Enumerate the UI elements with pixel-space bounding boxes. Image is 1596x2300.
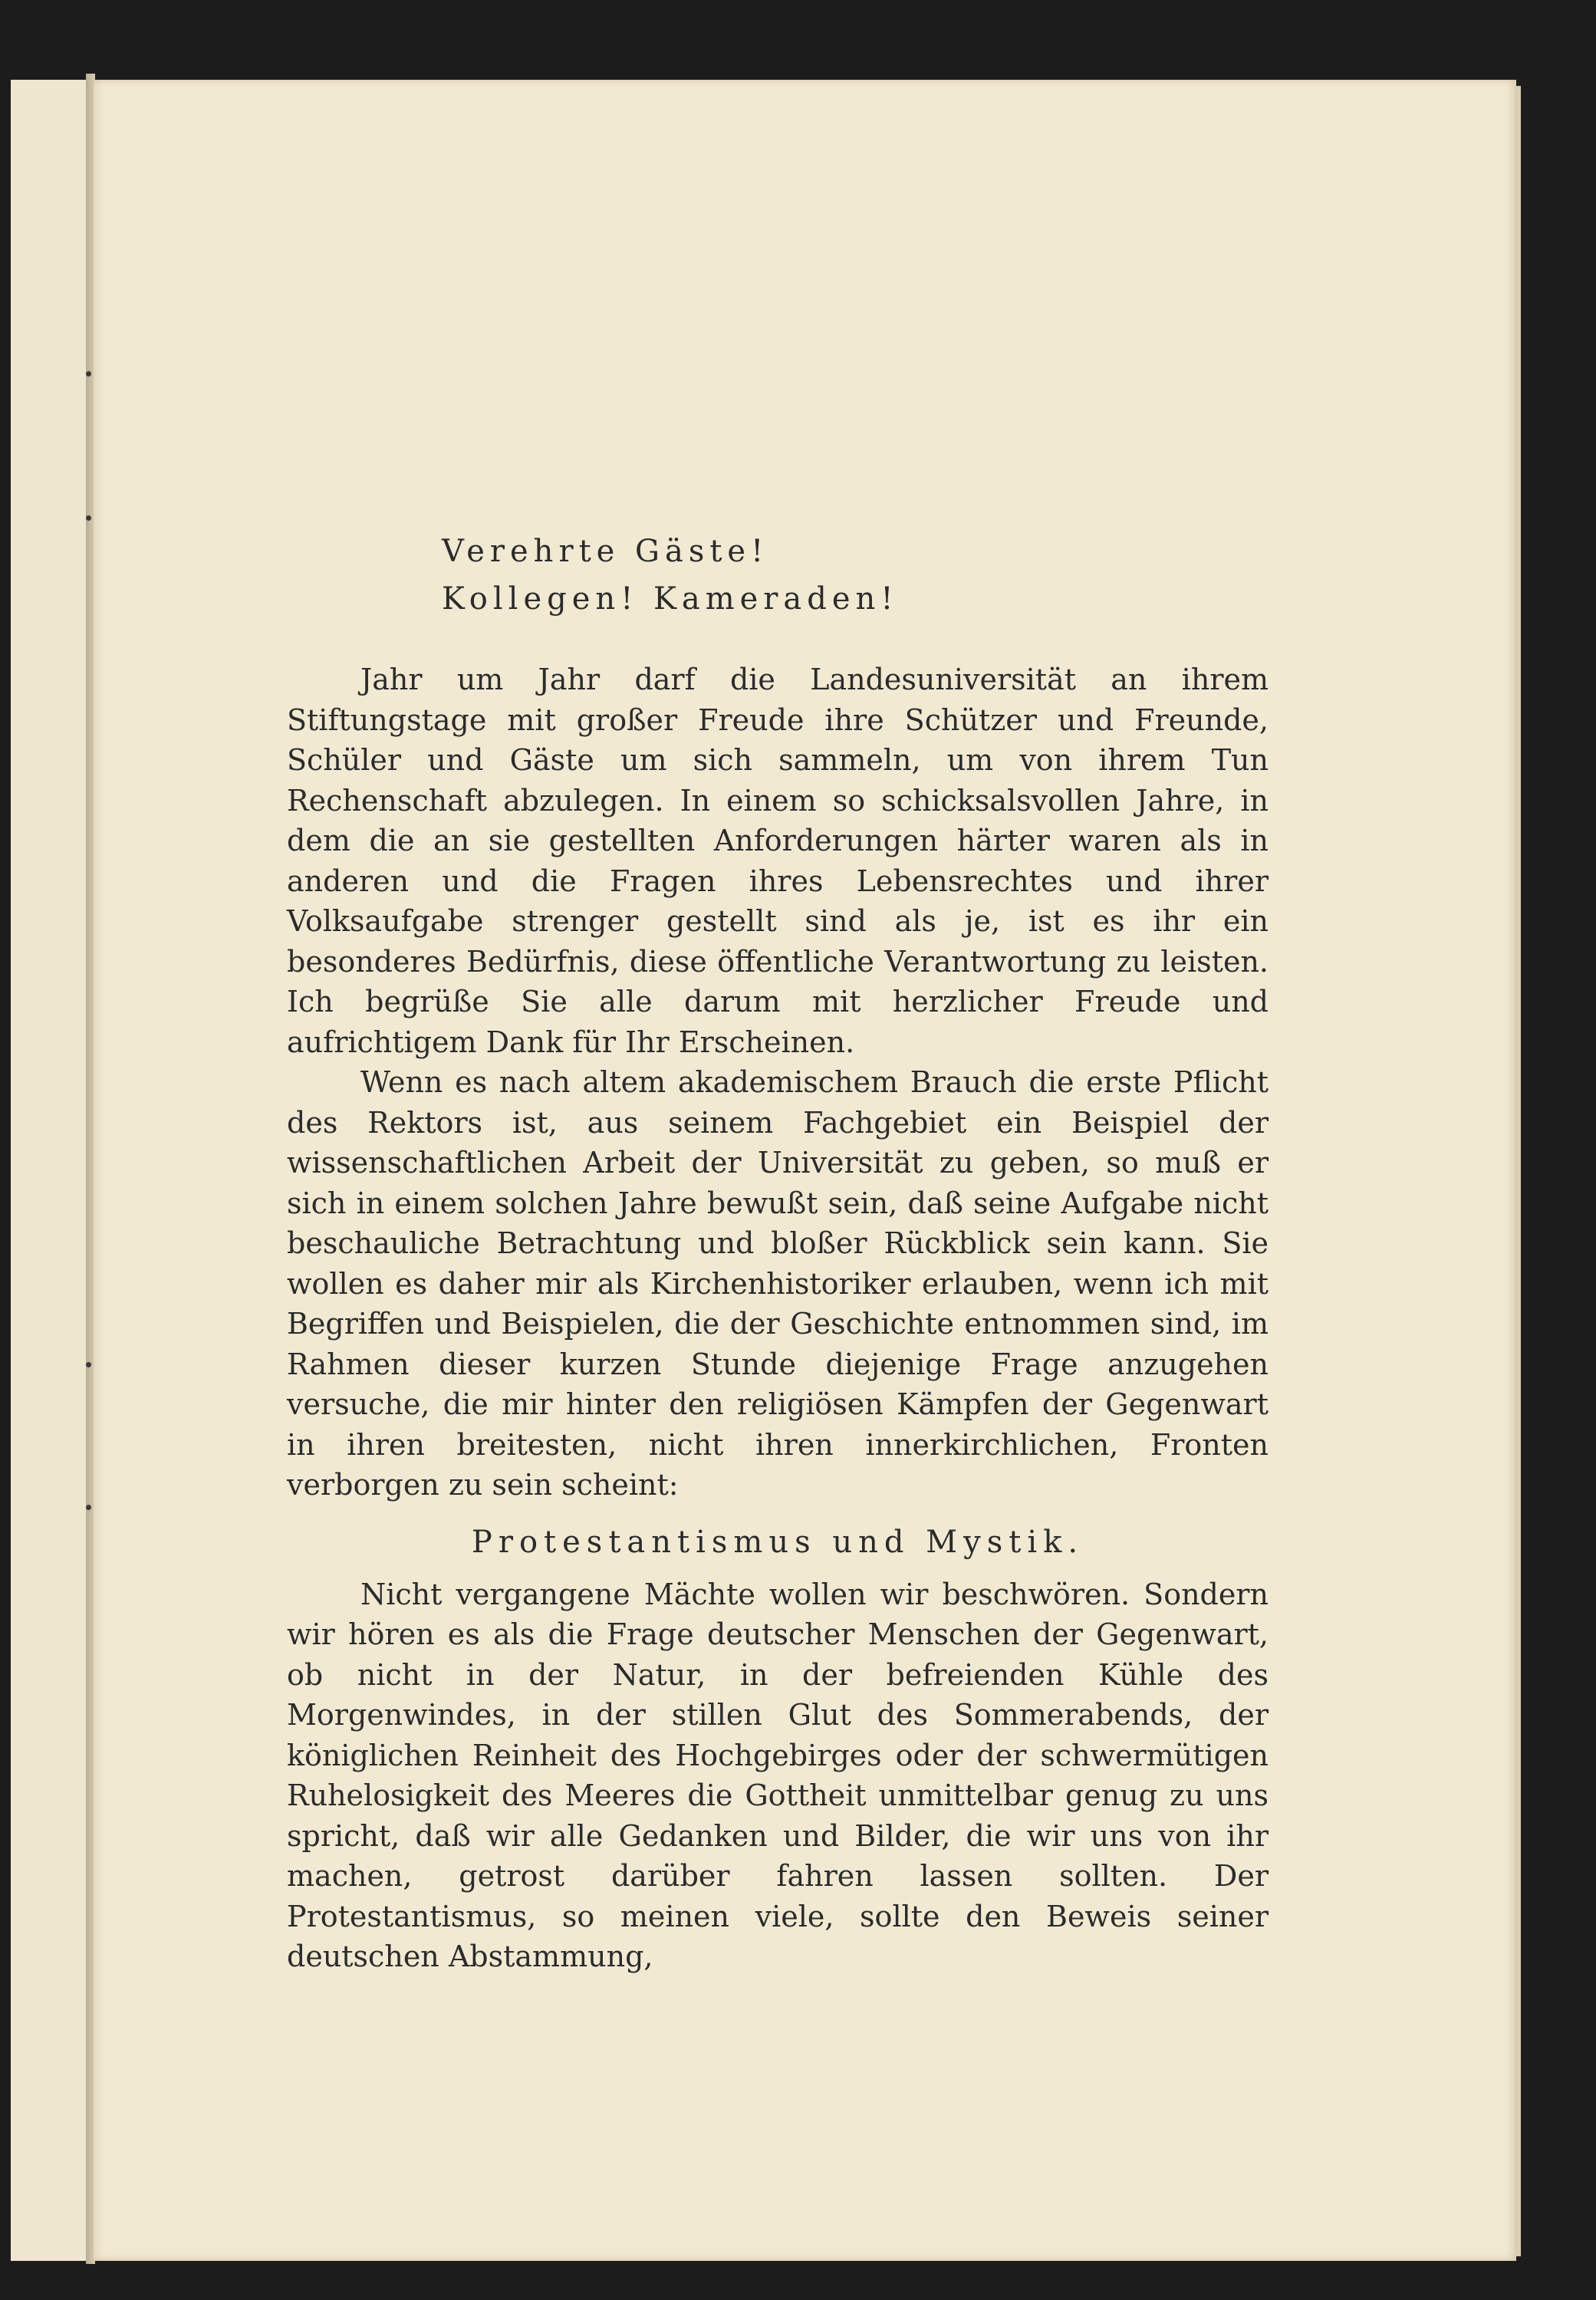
previous-page-edge [11, 80, 89, 2261]
punch-mark-4 [86, 1505, 91, 1510]
punch-mark-1 [86, 371, 91, 377]
section-heading: Protestantismus und Mystik. [471, 1524, 1084, 1560]
paragraph-rector-duty: Wenn es nach altem akademischem Brauch die erste Pflicht des Rektors ist, aus seinem Fachgebiet ein Beispiel der wissenschaftlichen Arbeit der Universität zu geben, so muß er sich in einem solchen Jahre bewußt sein, daß seine Aufgabe nicht beschauliche Betrachtung und bloßer Rückblick sein kann. Sie wollen es daher mir als Kirchenhistoriker erlauben, wenn ich mit Begriffen und Beispielen, die der Geschichte entnommen sind, im Rahmen dieser kurzen Stunde diejenige Frage anzugehen versuche, die mir hinter den religiösen Kämpfen der Gegenwart in ihren breitesten, nicht ihren innerkirchlichen, Fronten verborgen zu sein scheint: [287, 1065, 1269, 1502]
punch-mark-2 [86, 515, 91, 521]
paragraph-nature: Nicht vergangene Mächte wollen wir beschwören. Sondern wir hören es als die Frage deutscher Menschen der Gegenwart, ob nicht in der Natur, in der befreienden Kühle des Morgenwindes, in der stillen Glut des Sommerabends, der königlichen Reinheit des Hochgebirges oder der schwermütigen Ruhelosigkeit des Meeres die Gottheit unmittelbar genug zu uns spricht, daß wir alle Gedanken und Bilder, die wir uns von ihr machen, getrost darüber fahren lassen sollten. Der Protestantismus, so meinen viele, sollte den Beweis seiner deutschen Abstammung, [287, 1577, 1269, 1973]
punch-mark-3 [86, 1362, 91, 1367]
salutation-guests: Verehrte Gäste! [442, 534, 769, 569]
page-text [287, 528, 1269, 1977]
page-right-edge [1515, 86, 1521, 2256]
salutation-colleagues: Kollegen! Kameraden! [442, 581, 899, 617]
paragraph-greeting: Jahr um Jahr darf die Landesuniversität an ihrem Stiftungstage mit großer Freude ihre Schützer und Freunde, Schüler und Gäste um sich sammeln, um von ihrem Tun Rechenschaft abzulegen. In einem so schicksalsvollen Jahre, in dem die an sie gestellten Anforderungen härter waren als in anderen und die Fragen ihres Lebensrechtes und ihrer Volksaufgabe strenger gestellt sind als je, ist es ihr ein besonderes Bedürfnis, diese öffentliche Verantwortung zu leisten. Ich begrüße Sie alle darum mit herzlicher Freude und aufrichtigem Dank für Ihr Erscheinen. [287, 663, 1269, 1059]
